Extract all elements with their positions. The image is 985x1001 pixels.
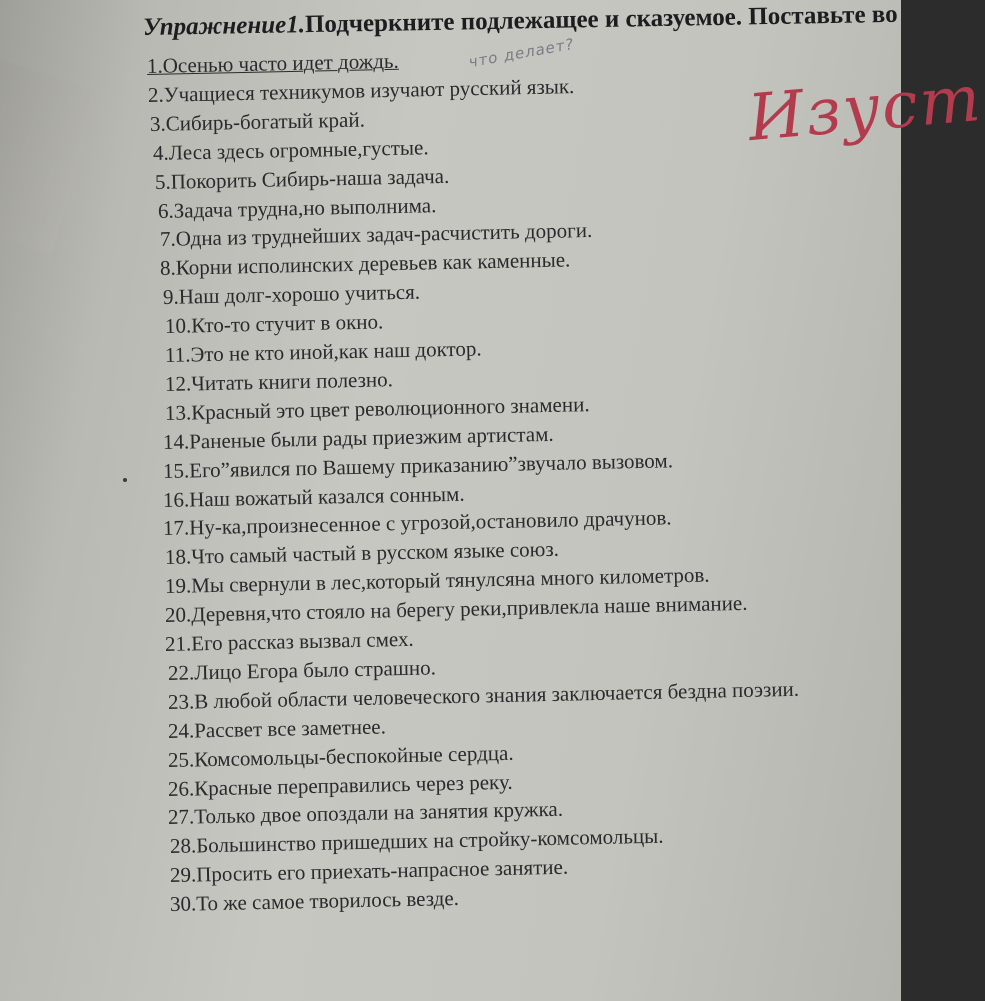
handwritten-note: что делает? bbox=[467, 34, 576, 72]
sentence-17: 17.Ну-ка,произнесенное с угрозой,остановило драчунов. bbox=[162, 505, 672, 541]
sentence-14: 14.Раненые были рады приезжим артистам. bbox=[162, 421, 554, 454]
sentence-9: 9.Наш долг-хорошо учиться. bbox=[162, 279, 421, 310]
sentence-12: 12.Читать книги полезно. bbox=[164, 367, 394, 396]
sentence-28: 28.Большинство пришедших на стройку-комсомольцы. bbox=[169, 823, 664, 859]
sentence-6: 6.Задача трудна,но выполнима. bbox=[157, 192, 437, 223]
sentence-8: 8.Корни исполинских деревьев как каменные. bbox=[159, 247, 571, 281]
sentence-7: 7.Одна из труднейших задач-расчистить дороги. bbox=[159, 218, 593, 252]
handwritten-grade: Изуст bbox=[745, 61, 985, 157]
sentence-4: 4.Леса здесь огромные,густые. bbox=[152, 134, 429, 165]
sentence-30: 30.То же самое творилось везде. bbox=[169, 886, 460, 917]
sentence-3: 3.Сибирь-богатый край. bbox=[149, 107, 366, 136]
sentence-22: 22.Лицо Егора было страшно. bbox=[167, 655, 437, 685]
sentence-16: 16.Наш вожатый казался сонным. bbox=[162, 481, 465, 512]
sentence-21: 21.Его рассказ вызвал смех. bbox=[164, 626, 414, 656]
sentence-10: 10.Кто-то стучит в окно. bbox=[164, 309, 384, 339]
sentence-18: 18.Что самый частый в русском языке союз. bbox=[164, 537, 560, 570]
sentence-26: 26.Красные переправились через реку. bbox=[167, 769, 513, 801]
sentence-25: 25.Комсомольцы-беспокойные сердца. bbox=[167, 740, 514, 772]
paper-speck bbox=[123, 478, 127, 482]
sentence-24: 24.Рассвет все заметнее. bbox=[167, 714, 387, 743]
sentence-15: 15.Его”явился по Вашему приказанию”звучало вызовом. bbox=[162, 447, 674, 483]
sentence-20: 20.Деревня,что стояло на берегу реки,привлекла наше внимание. bbox=[164, 590, 748, 628]
sentence-5: 5.Покорить Сибирь-наша задача. bbox=[154, 163, 450, 194]
sentence-23: 23.В любой области человеческого знания заключается бездна поэзии. bbox=[167, 676, 800, 714]
sentence-29: 29.Просить его приехать-напрасное занятие. bbox=[169, 854, 569, 888]
exercise-instruction: Подчеркните подлежащее и сказуемое. Поставьте во bbox=[304, 0, 898, 39]
sentence-2: 2.Учащиеся техникумов изучают русский язык. bbox=[147, 73, 575, 107]
exercise-number: Упражнение1. bbox=[142, 11, 306, 41]
sentence-19: 19.Мы свернули в лес,который тянулсяна много километров. bbox=[164, 562, 710, 599]
sentence-11: 11.Это не кто иной,как наш доктор. bbox=[164, 336, 482, 367]
sentence-13: 13.Красный это цвет революционного знамени. bbox=[164, 391, 590, 425]
sentence-27: 27.Только двое опоздали на занятия кружка. bbox=[167, 797, 564, 830]
sentence-1: 1.Осенью часто идет дождь. bbox=[146, 48, 399, 78]
